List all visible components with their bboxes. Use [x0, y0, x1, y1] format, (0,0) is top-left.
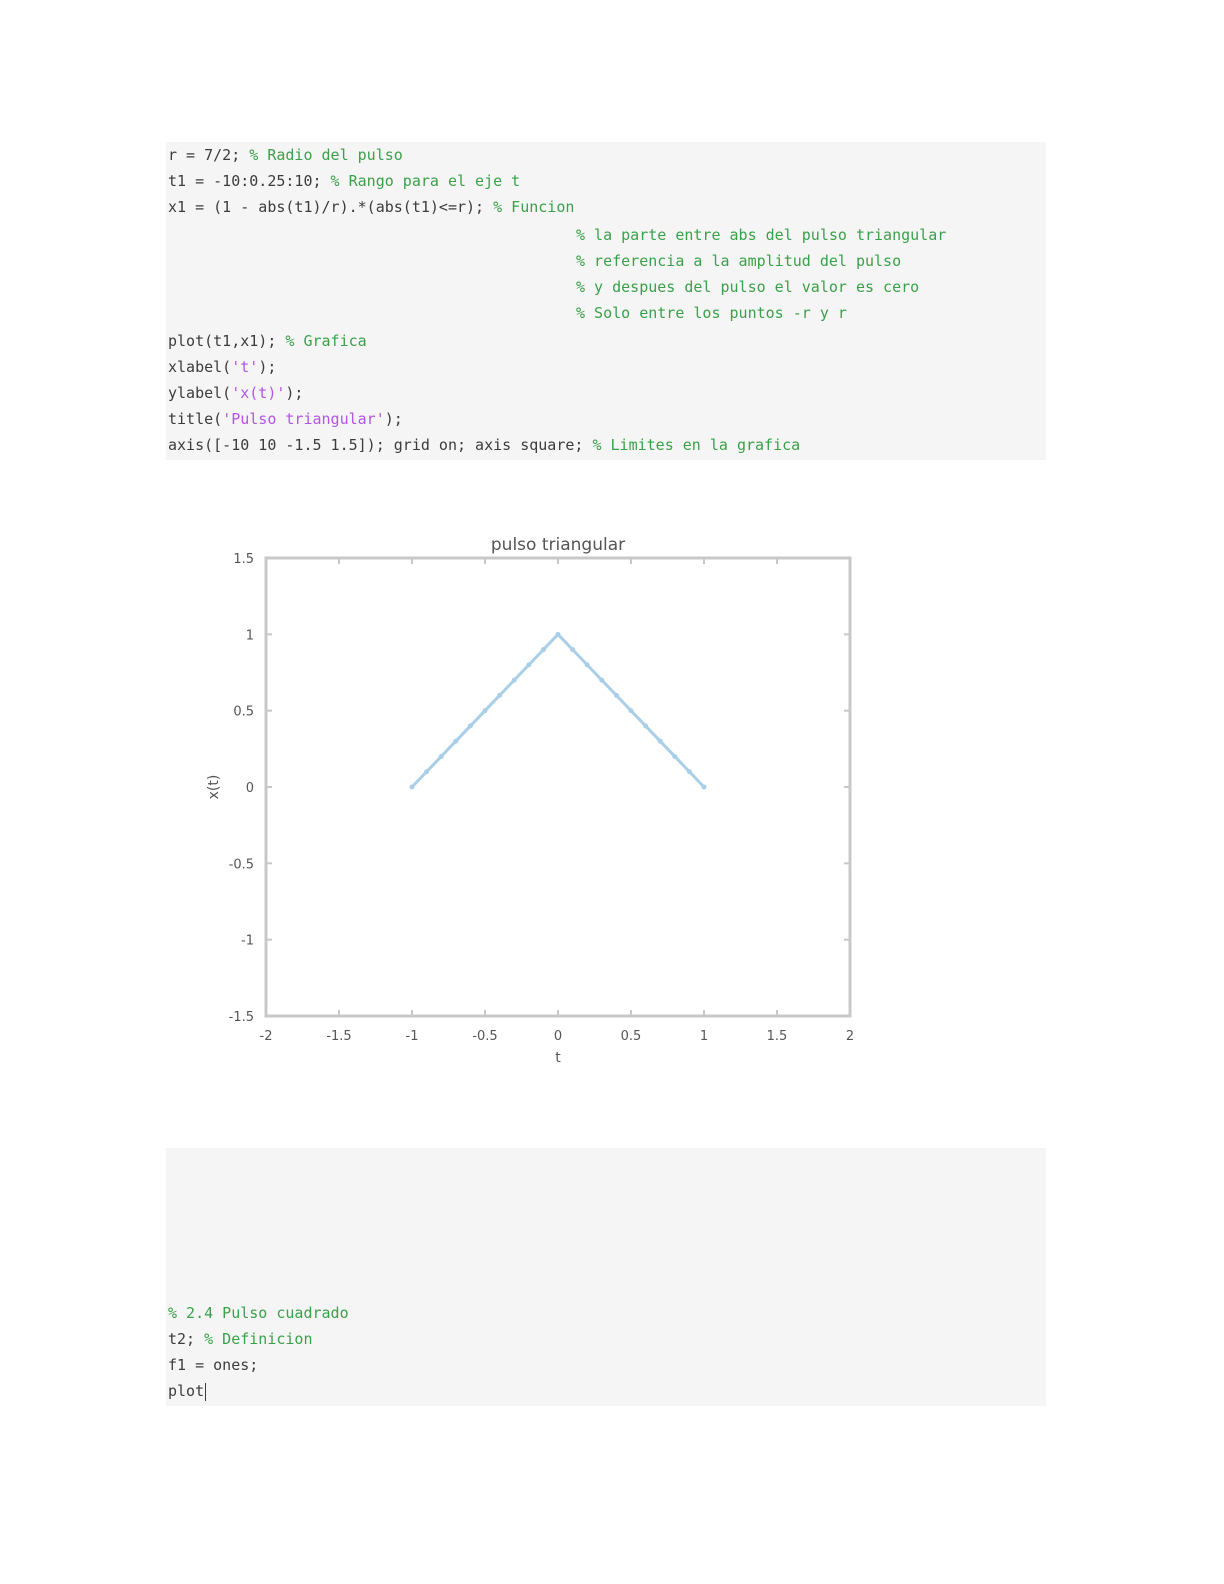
- code-text: plot: [168, 1382, 205, 1400]
- data-point: [629, 708, 634, 713]
- string-literal: 'Pulso triangular': [222, 410, 385, 428]
- code-text: t1 = -10:0.25:10;: [168, 172, 322, 190]
- code-text: axis([-10 10 -1.5 1.5]); grid on; axis square;: [168, 436, 584, 454]
- code-comment: % Definicion: [195, 1330, 313, 1348]
- data-point: [439, 754, 444, 759]
- code-line[interactable]: [168, 168, 520, 194]
- data-point: [687, 769, 692, 774]
- chart-title: pulso triangular: [490, 535, 626, 555]
- x-tick-label: 1.5: [766, 1029, 788, 1044]
- code-line[interactable]: [168, 1352, 258, 1378]
- string-literal: 'x(t)': [231, 384, 286, 402]
- x-tick-label: -0.5: [472, 1029, 498, 1044]
- line-chart: [196, 520, 896, 1080]
- figure: [196, 520, 896, 1080]
- data-point: [497, 693, 502, 698]
- data-point: [702, 785, 707, 790]
- code-comment: % y despues del pulso el valor es cero: [576, 278, 920, 296]
- x-tick-label: -1.5: [326, 1029, 352, 1044]
- code-text: );: [285, 384, 304, 402]
- data-point: [570, 647, 575, 652]
- code-comment: % Solo entre los puntos -r y r: [576, 304, 847, 322]
- y-tick-label: -0.5: [228, 857, 254, 873]
- x-tick-label: -2: [259, 1029, 273, 1044]
- data-point: [483, 708, 488, 713]
- y-tick-label: 0: [245, 781, 254, 796]
- y-tick-label: -1.5: [228, 1010, 254, 1025]
- code-text: r = 7/2;: [168, 146, 241, 164]
- data-point: [468, 723, 473, 728]
- string-literal: 't': [231, 358, 259, 376]
- code-block-1[interactable]: [166, 142, 1046, 460]
- x-tick-label: -1: [405, 1029, 419, 1044]
- code-text: ylabel(: [168, 384, 232, 402]
- code-comment: % Radio del pulso: [240, 146, 403, 164]
- data-point: [526, 662, 531, 667]
- code-comment: % Funcion: [484, 198, 575, 216]
- code-text: );: [384, 410, 403, 428]
- code-line[interactable]: [168, 380, 303, 406]
- code-line[interactable]: [168, 406, 403, 432]
- x-tick-label: 1: [699, 1029, 709, 1044]
- code-line[interactable]: [576, 300, 847, 326]
- code-block-2[interactable]: [166, 1148, 1046, 1406]
- data-point: [614, 693, 619, 698]
- data-point: [410, 785, 415, 790]
- series-line: [412, 634, 704, 787]
- code-line[interactable]: [168, 194, 574, 220]
- plot-area: [266, 558, 850, 1016]
- code-text: plot(t1,x1);: [168, 332, 277, 350]
- data-point: [672, 754, 677, 759]
- code-line[interactable]: [576, 274, 919, 300]
- data-point: [541, 647, 546, 652]
- code-text: t2;: [168, 1330, 196, 1348]
- code-text: x1 = (1 - abs(t1)/r).*(abs(t1)<=r);: [168, 198, 485, 216]
- code-text: );: [258, 358, 277, 376]
- text-cursor: [205, 1383, 206, 1401]
- code-line[interactable]: [576, 222, 946, 248]
- code-text: f1 = ones;: [168, 1356, 259, 1374]
- code-comment: % Grafica: [276, 332, 367, 350]
- code-line[interactable]: [168, 354, 276, 380]
- x-axis-label: t: [555, 1050, 561, 1066]
- code-comment: % Rango para el eje t: [321, 172, 521, 190]
- y-tick-label: 1.5: [233, 552, 254, 567]
- data-point: [658, 739, 663, 744]
- y-tick-label: -1: [241, 933, 254, 949]
- code-text: xlabel(: [168, 358, 232, 376]
- data-point: [556, 632, 561, 637]
- data-point: [424, 769, 429, 774]
- code-comment: % la parte entre abs del pulso triangular: [576, 226, 947, 244]
- code-text: title(: [168, 410, 223, 428]
- data-point: [453, 739, 458, 744]
- code-comment: % referencia a la amplitud del pulso: [576, 252, 902, 270]
- code-comment: % 2.4 Pulso cuadrado: [168, 1304, 349, 1322]
- x-tick-label: 0: [553, 1029, 563, 1044]
- data-point: [585, 662, 590, 667]
- data-point: [599, 678, 604, 683]
- code-line[interactable]: [576, 248, 901, 274]
- y-tick-label: 0.5: [233, 704, 254, 720]
- code-line[interactable]: [168, 142, 403, 168]
- y-axis-label: x(t): [206, 774, 222, 800]
- code-line[interactable]: [168, 1300, 349, 1326]
- data-point: [643, 723, 648, 728]
- code-line[interactable]: [168, 432, 800, 458]
- code-line[interactable]: [168, 1326, 313, 1352]
- y-tick-label: 1: [245, 628, 254, 644]
- code-line[interactable]: [168, 1378, 206, 1404]
- x-tick-label: 2: [845, 1029, 855, 1044]
- code-comment: % Limites en la grafica: [583, 436, 801, 454]
- x-tick-label: 0.5: [620, 1029, 642, 1044]
- code-line[interactable]: [168, 328, 367, 354]
- data-point: [512, 678, 517, 683]
